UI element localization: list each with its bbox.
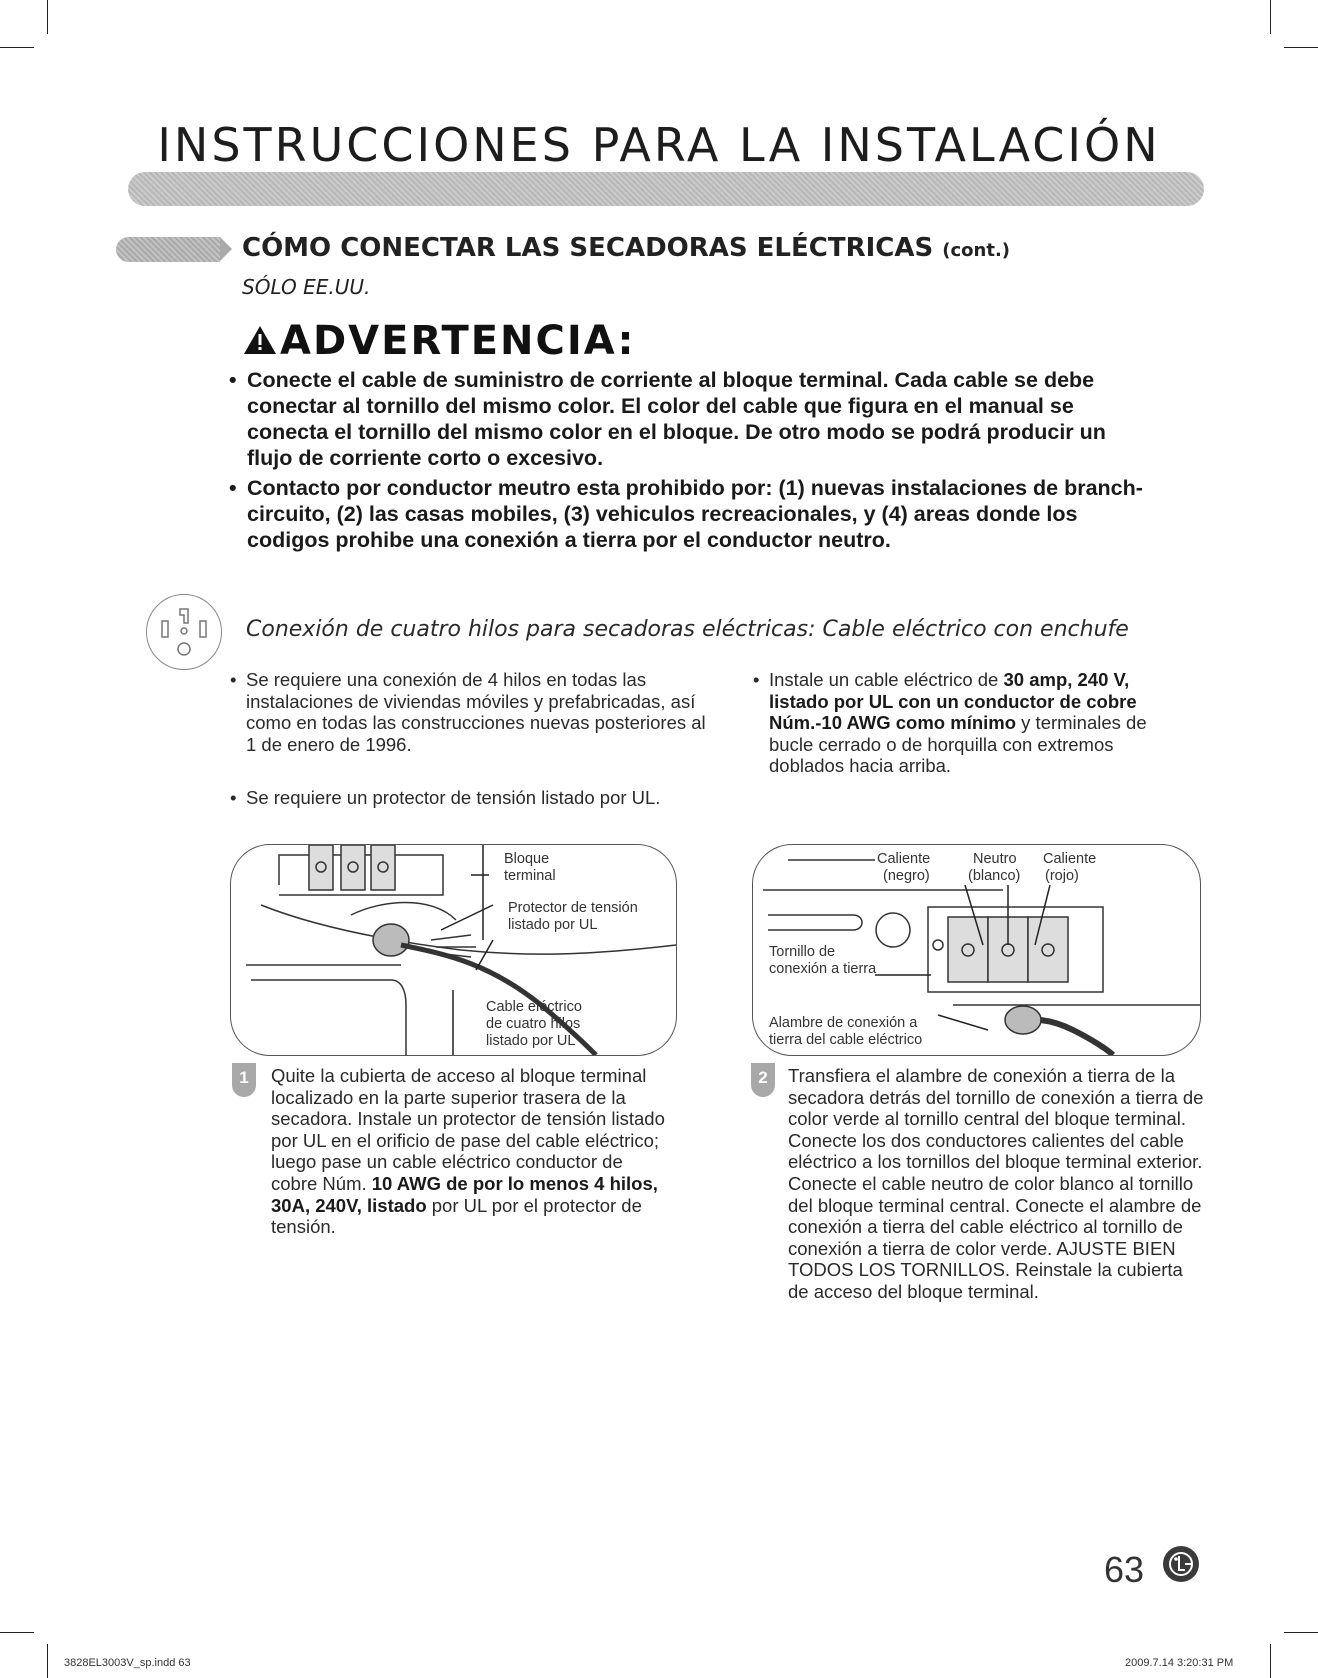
- bullet-dot: •: [229, 368, 237, 392]
- step-text-part: Quite la cubierta de acceso al bloque terminal localizado en la parte superior trasera de la secadora. Instale un protector de tensión listado por UL en el orificio de pase del cable eléctrico; luego pase un cable eléctrico conductor de cobre Núm.: [271, 1065, 665, 1194]
- bullet-dot: •: [230, 669, 237, 690]
- plug-outlet-icon: [146, 594, 222, 670]
- crop-mark: [1270, 0, 1271, 34]
- step-text-part: por UL por el protector de tensión.: [271, 1194, 642, 1238]
- requirement-bullet: [753, 669, 1191, 777]
- warning-bullet: [229, 367, 1147, 471]
- grounding-diagram: [752, 844, 1201, 1056]
- footer-timestamp: 2009.7.14 3:20:31 PM: [1125, 1657, 1234, 1669]
- requirement-text: Se requiere una conexión de 4 hilos en todas las instalaciones de viviendas móviles y prefabricadas, así como en todas las construcciones nuevas posteriores al 1 de enero de 1996.: [246, 669, 706, 755]
- crop-mark: [47, 1644, 48, 1678]
- crop-mark: [0, 1632, 34, 1633]
- diagram-label: tierra del cable eléctrico: [769, 1032, 923, 1048]
- diagram-label: (blanco): [968, 868, 1021, 884]
- step-bold-text: 10 AWG de por lo menos 4 hilos, 30A, 240V, listado: [271, 1172, 658, 1216]
- diagram-label: conexión a tierra: [769, 961, 877, 977]
- requirement-text: y terminales de bucle cerrado o de horquilla con extremos doblados hacia arriba.: [769, 712, 1147, 776]
- lg-logo: [1163, 1546, 1199, 1582]
- footer-filename: 3828EL3003V_sp.indd 63: [64, 1657, 191, 1669]
- step-text-part: Transfiera el alambre de conexión a tierra de la secadora detrás del tornillo de conexión a tierra de color verde al tornillo central del bloque terminal. Conecte los dos conductores calientes del cable eléctrico a los tornillos del bloque terminal exterior. Conecte el cable neutro de color blanco al tornillo del bloque terminal central. Conecte el alambre de conexión a tierra del cable eléctrico al tornillo de conexión a tierra de color verde. AJUSTE BIEN TODOS LOS TORNILLOS. Reinstale la cubierta de acceso del bloque terminal.: [788, 1065, 1204, 1302]
- crop-mark: [1284, 1632, 1318, 1633]
- step-number-badge: 2: [751, 1063, 775, 1097]
- diagram-label: terminal: [504, 868, 556, 884]
- crop-mark: [1284, 47, 1318, 48]
- page-title: INSTRUCCIONES PARA LA INSTALACIÓN: [157, 118, 1161, 172]
- requirement-bullet: [230, 669, 706, 755]
- section-title-suffix: (cont.): [942, 240, 1011, 261]
- requirement-text: Se requiere un protector de tensión listado por UL.: [246, 787, 661, 808]
- diagram-label: Caliente: [1043, 851, 1097, 867]
- section-title-text: CÓMO CONECTAR LAS SECADORAS ELÉCTRICAS: [242, 233, 934, 263]
- crop-mark: [1270, 1644, 1271, 1678]
- section-marker: [116, 237, 220, 262]
- terminal-block-diagram: [230, 844, 677, 1056]
- warning-bullet-text: Contacto por conductor meutro esta prohibido por: (1) nuevas instalaciones de branch-circuito, (2) las casas mobiles, (3) vehiculos recreacionales, y (4) areas donde los codigos prohibe una conexión a tierra por el conductor neutro.: [247, 476, 1143, 552]
- warning-heading: [242, 318, 635, 364]
- dryer-back-illustration: [231, 845, 676, 1055]
- requirement-bullet: [230, 787, 706, 809]
- outlet-icon: [147, 595, 221, 669]
- diagram-label: Cable eléctrico: [486, 999, 582, 1015]
- diagram-label: Bloque: [504, 851, 550, 867]
- requirement-bold-text: 30 amp, 240 V, listado por UL con un conductor de cobre Núm.-10 AWG como mínimo: [769, 669, 1137, 733]
- subsection-title: Conexión de cuatro hilos para secadoras eléctricas: Cable eléctrico con enchufe: [246, 617, 1129, 642]
- diagram-label: listado por UL: [486, 1033, 576, 1049]
- diagram-label: Tornillo de: [769, 944, 836, 960]
- crop-mark: [0, 47, 34, 48]
- diagram-label: de cuatro hilos: [486, 1016, 581, 1032]
- diagram-label: Caliente: [877, 851, 931, 867]
- diagram-label: listado por UL: [508, 917, 598, 933]
- bullet-dot: •: [230, 787, 237, 808]
- requirement-text: Instale un cable eléctrico de: [769, 669, 1004, 690]
- crop-mark: [47, 0, 48, 34]
- step-text: [271, 1065, 671, 1238]
- diagram-label: (rojo): [1045, 868, 1079, 884]
- warning-heading-text: ADVERTENCIA:: [280, 318, 636, 364]
- step-number-badge: 1: [232, 1063, 256, 1097]
- section-subtitle: SÓLO EE.UU.: [242, 275, 371, 299]
- section-title: [242, 233, 1010, 263]
- section-marker-arrow: [220, 237, 232, 261]
- warning-triangle-icon: [242, 324, 278, 356]
- step-text: [788, 1065, 1206, 1303]
- bullet-dot: •: [753, 669, 760, 690]
- title-underline-bar: [128, 172, 1204, 206]
- warning-bullet: [229, 475, 1147, 553]
- bullet-dot: •: [229, 476, 237, 500]
- lg-logo-icon: [1163, 1546, 1199, 1582]
- diagram-label: Alambre de conexión a: [769, 1015, 918, 1031]
- warning-bullet-text: Conecte el cable de suministro de corriente al bloque terminal. Cada cable se debe conectar al tornillo del mismo color. El color del cable que figura en el manual se conecta el tornillo del mismo color en el bloque. De otro modo se podrá producir un flujo de corriente corto o excesivo.: [247, 368, 1106, 470]
- diagram-label: (negro): [883, 868, 930, 884]
- page-number: 63: [1104, 1549, 1145, 1590]
- diagram-label: Protector de tensión: [508, 900, 638, 916]
- diagram-label: Neutro: [973, 851, 1017, 867]
